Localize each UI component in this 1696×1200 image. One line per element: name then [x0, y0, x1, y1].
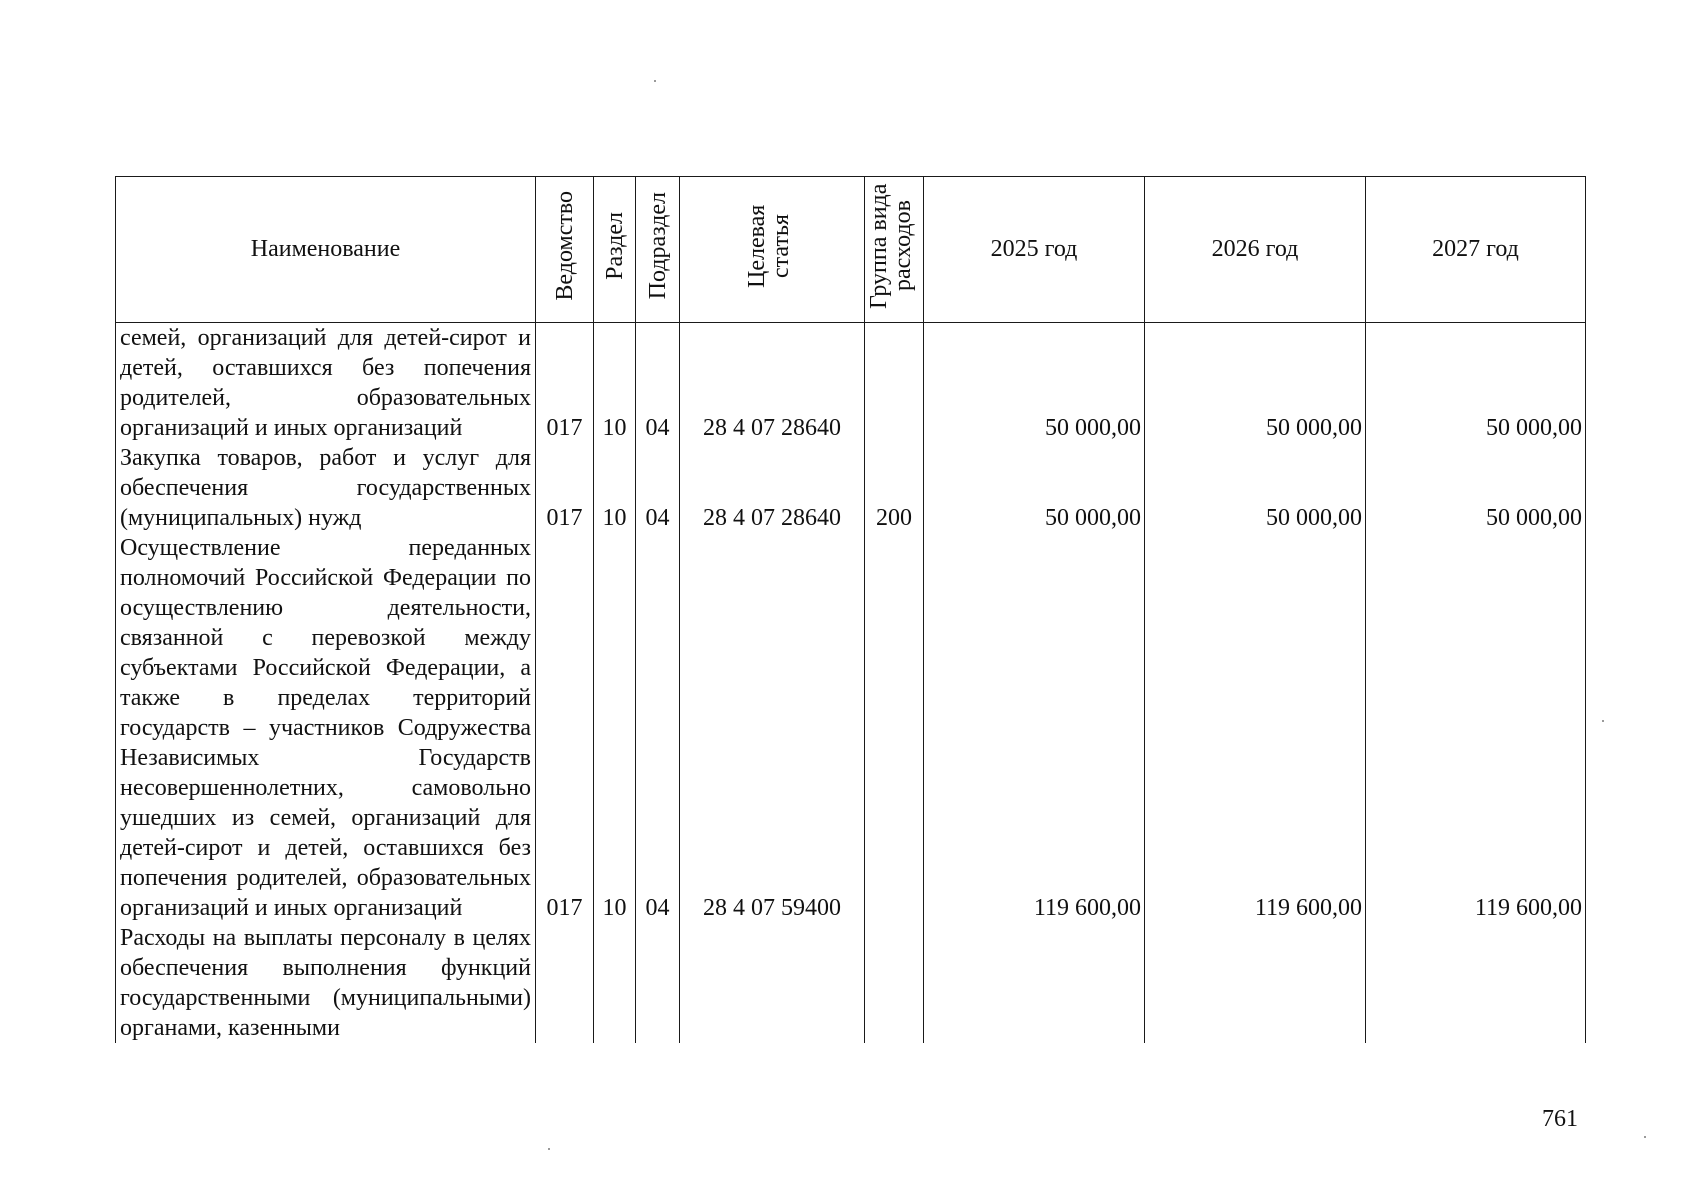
- page-number: 761: [1542, 1106, 1578, 1132]
- row-section: [594, 923, 636, 1043]
- header-year-2: 2026 год: [1145, 177, 1366, 323]
- table-row: [116, 533, 1586, 923]
- row-year-3-amount: 50 000,00: [1366, 323, 1586, 444]
- row-year-2-amount: 50 000,00: [1145, 323, 1366, 444]
- row-subsection: 04: [636, 533, 680, 923]
- header-name: Наименование: [116, 177, 536, 323]
- row-subsection: 04: [636, 323, 680, 444]
- header-year-1: 2025 год: [924, 177, 1145, 323]
- table-row: [116, 923, 1586, 1043]
- row-department: [536, 923, 594, 1043]
- row-section: 10: [594, 533, 636, 923]
- row-subsection: [636, 923, 680, 1043]
- row-section: 10: [594, 443, 636, 533]
- scan-speck: [1644, 1136, 1646, 1138]
- row-target-article: 28 4 07 59400: [680, 533, 865, 923]
- row-year-3-amount: 119 600,00: [1366, 533, 1586, 923]
- header-subsection: Подраздел: [636, 177, 680, 323]
- budget-table: [115, 176, 1586, 1043]
- row-department: 017: [536, 443, 594, 533]
- row-target-article: 28 4 07 28640: [680, 323, 865, 444]
- scan-speck: [548, 1148, 550, 1150]
- row-department: 017: [536, 533, 594, 923]
- row-target-article: 28 4 07 28640: [680, 443, 865, 533]
- row-name: Расходы на выплаты персоналу в целях обеспечения выполнения функций государственными (муниципальными) органами, казенными: [116, 923, 536, 1043]
- header-target-article: Целевая статья: [680, 177, 865, 323]
- scan-speck: [654, 80, 656, 82]
- row-year-3-amount: 50 000,00: [1366, 443, 1586, 533]
- header-year-3: 2027 год: [1366, 177, 1586, 323]
- row-department: 017: [536, 323, 594, 444]
- row-expense-group: [865, 323, 924, 444]
- table-row: [116, 443, 1586, 533]
- row-expense-group: [865, 533, 924, 923]
- table-body: [116, 323, 1586, 1044]
- row-name: Осуществление переданных полномочий Российской Федерации по осуществлению деятельности, связанной с перевозкой между субъектами Российской Федерации, а также в пределах территорий государств – участников Содружества Независимых Государств несовершеннолетних, самовольно ушедших из семей, организаций для детей-сирот и детей, оставшихся без попечения родителей, образовательных организаций и иных организаций: [116, 533, 536, 923]
- row-name: Закупка товаров, работ и услуг для обеспечения государственных (муниципальных) нужд: [116, 443, 536, 533]
- row-year-2-amount: 50 000,00: [1145, 443, 1366, 533]
- row-year-1-amount: [924, 923, 1145, 1043]
- row-year-3-amount: [1366, 923, 1586, 1043]
- header-section: Раздел: [594, 177, 636, 323]
- row-expense-group: [865, 923, 924, 1043]
- row-year-1-amount: 50 000,00: [924, 443, 1145, 533]
- row-year-2-amount: [1145, 923, 1366, 1043]
- row-year-1-amount: 119 600,00: [924, 533, 1145, 923]
- row-target-article: [680, 923, 865, 1043]
- row-year-2-amount: 119 600,00: [1145, 533, 1366, 923]
- table-header: [116, 177, 1586, 323]
- scan-speck: [1602, 720, 1604, 722]
- header-department: Ведомство: [536, 177, 594, 323]
- row-name: семей, организаций для детей-сирот и детей, оставшихся без попечения родителей, образовательных организаций и иных организаций: [116, 323, 536, 444]
- table-row: [116, 323, 1586, 444]
- header-expense-group: Группа вида расходов: [865, 177, 924, 323]
- row-year-1-amount: 50 000,00: [924, 323, 1145, 444]
- row-section: 10: [594, 323, 636, 444]
- row-expense-group: 200: [865, 443, 924, 533]
- row-subsection: 04: [636, 443, 680, 533]
